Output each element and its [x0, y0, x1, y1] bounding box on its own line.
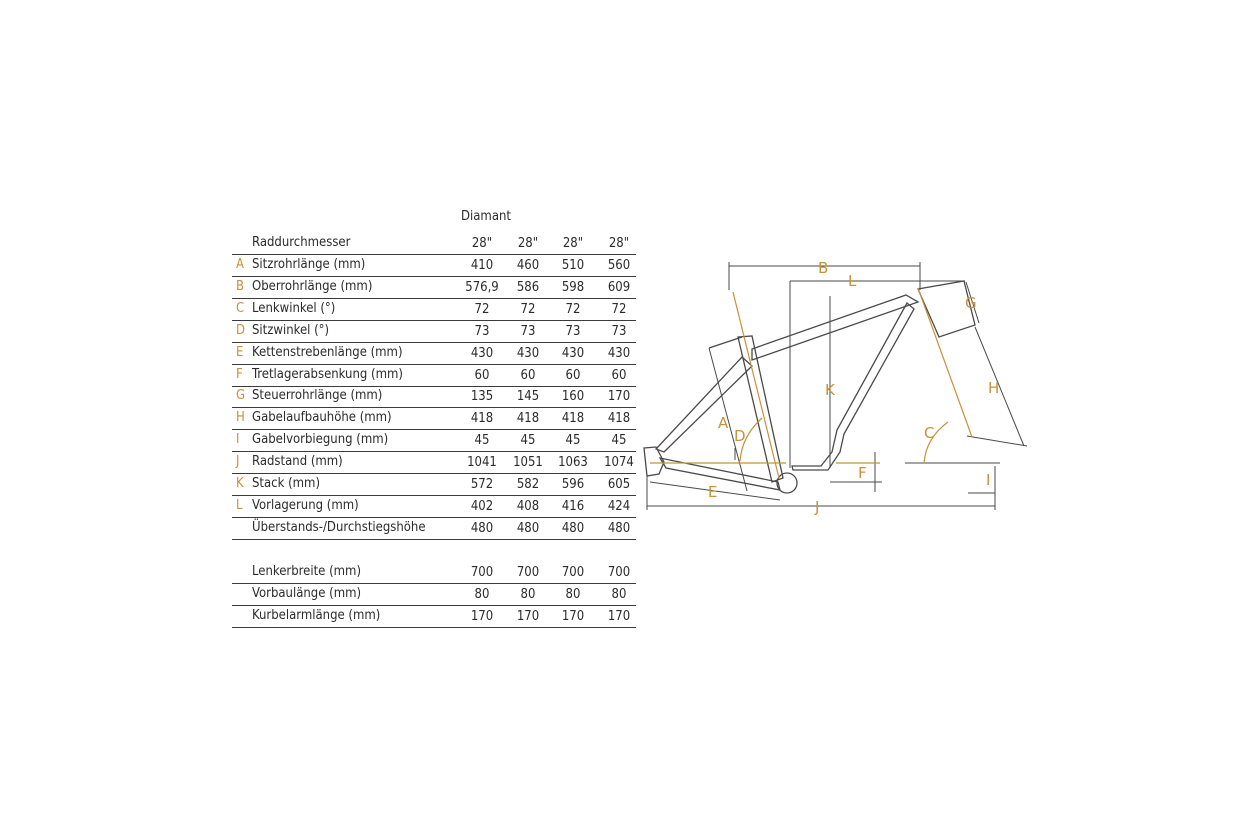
row-label: Steuerrohrlänge (mm)	[252, 388, 383, 404]
label-k: K	[825, 381, 835, 399]
row-value: 170	[561, 608, 585, 624]
row-label: Kettenstrebenlänge (mm)	[252, 344, 403, 360]
row-value: 1074	[604, 455, 634, 471]
row-value: 45	[565, 433, 581, 449]
row-value: 72	[565, 301, 581, 317]
row-letter: C	[236, 300, 245, 316]
label-j: J	[815, 498, 820, 516]
row-label: Lenkwinkel (°)	[252, 300, 336, 316]
row-label: Radstand (mm)	[252, 454, 343, 470]
row-value: 605	[607, 477, 631, 492]
row-value: 408	[516, 498, 540, 514]
row-value: 1041	[467, 455, 497, 471]
row-value: 598	[561, 279, 585, 295]
frame-type-title: Diamant	[461, 209, 511, 224]
row-value: 60	[565, 367, 581, 383]
row-label: Sitzrohrlänge (mm)	[252, 257, 366, 272]
row-label: Gabelaufbauhöhe (mm)	[252, 410, 392, 426]
size-header: 28"	[471, 236, 493, 251]
row-value: 480	[607, 520, 631, 536]
row-value: 73	[520, 323, 536, 339]
row-label: Gabelvorbiegung (mm)	[252, 432, 389, 448]
row-value: 73	[611, 323, 627, 339]
label-h: H	[988, 379, 1000, 397]
row-value: 73	[565, 323, 581, 339]
row-value: 424	[607, 498, 631, 514]
row-label: Tretlagerabsenkung (mm)	[252, 366, 403, 382]
row-value: 480	[516, 520, 540, 536]
row-letter: K	[236, 476, 244, 491]
size-header: 28"	[517, 236, 539, 251]
bike-frame	[644, 281, 975, 493]
row-label: Oberrohrlänge (mm)	[252, 278, 373, 294]
row-value: 135	[470, 389, 494, 405]
row-value: 700	[561, 564, 585, 580]
row-value: 609	[607, 279, 631, 295]
row-value: 418	[561, 411, 585, 427]
row-value: 510	[561, 258, 585, 273]
row-value: 596	[561, 477, 585, 492]
dimension-labels	[708, 259, 999, 516]
row-value: 480	[470, 520, 494, 536]
dim-tick	[967, 436, 1027, 446]
label-a: A	[718, 414, 729, 432]
row-letter: G	[236, 388, 246, 404]
seat-top-line	[709, 337, 742, 348]
row-value: 45	[474, 433, 490, 449]
row-label: Vorbaulänge (mm)	[252, 585, 362, 601]
row-value: 1051	[513, 455, 543, 471]
seat-tube-axis	[733, 292, 779, 478]
row-value: 145	[516, 389, 540, 405]
row-letter: D	[236, 322, 246, 338]
row-value: 430	[607, 345, 631, 361]
row-value: 418	[516, 411, 540, 427]
row-label: Stack (mm)	[252, 476, 321, 491]
row-label: Überstands-/Durchstiegshöhe	[252, 519, 426, 535]
row-value: 586	[516, 279, 540, 295]
row-value: 80	[565, 586, 581, 602]
row-value: 572	[470, 477, 494, 492]
row-letter: A	[236, 257, 244, 272]
row-value: 60	[611, 367, 627, 383]
row-label: Vorlagerung (mm)	[252, 497, 359, 513]
row-letter: H	[236, 410, 245, 426]
row-value: 582	[516, 477, 540, 492]
row-letter: F	[236, 366, 243, 382]
label-l: L	[848, 272, 857, 290]
label-b: B	[818, 259, 829, 277]
row-value: 80	[611, 586, 627, 602]
row-value: 418	[470, 411, 494, 427]
row-value: 160	[561, 389, 585, 405]
row-value: 576,9	[465, 279, 499, 295]
row-letter: L	[236, 497, 243, 513]
row-label: Kurbelarmlänge (mm)	[252, 607, 381, 623]
label-e: E	[708, 483, 718, 501]
row-value: 80	[520, 586, 536, 602]
row-value: 416	[561, 498, 585, 514]
row-value: 170	[607, 389, 631, 405]
steerer-axis	[918, 288, 972, 437]
row-letter: J	[236, 454, 240, 470]
row-value: 430	[561, 345, 585, 361]
row-value: 72	[611, 301, 627, 317]
row-value: 60	[474, 367, 490, 383]
label-i: I	[986, 471, 991, 489]
row-letter: B	[236, 278, 245, 294]
label-c: C	[924, 424, 935, 442]
dim-line-h	[975, 327, 1024, 446]
row-letter: E	[236, 344, 244, 360]
header-label: Raddurchmesser	[252, 235, 351, 250]
row-value: 430	[470, 345, 494, 361]
row-value: 1063	[558, 455, 588, 471]
label-f: F	[858, 464, 867, 482]
row-label: Lenkerbreite (mm)	[252, 563, 362, 579]
row-value: 72	[474, 301, 490, 317]
row-label: Sitzwinkel (°)	[252, 322, 330, 338]
row-value: 700	[470, 564, 494, 580]
size-header: 28"	[562, 236, 584, 251]
row-value: 430	[516, 345, 540, 361]
row-value: 460	[516, 258, 540, 273]
row-value: 170	[470, 608, 494, 624]
accent-lines	[650, 288, 972, 478]
row-value: 60	[520, 367, 536, 383]
row-letter: I	[236, 432, 240, 448]
row-value: 480	[561, 520, 585, 536]
row-value: 700	[607, 564, 631, 580]
label-d: D	[734, 427, 746, 445]
row-value: 410	[470, 258, 494, 273]
size-header: 28"	[608, 236, 630, 251]
row-value: 560	[607, 258, 631, 273]
label-g: G	[965, 294, 977, 312]
bottom-bracket	[777, 473, 797, 493]
row-value: 45	[611, 433, 627, 449]
row-value: 170	[607, 608, 631, 624]
row-value: 700	[516, 564, 540, 580]
row-value: 402	[470, 498, 494, 514]
seat-tube	[738, 336, 783, 482]
row-value: 170	[516, 608, 540, 624]
row-value: 72	[520, 301, 536, 317]
row-value: 80	[474, 586, 490, 602]
row-value: 45	[520, 433, 536, 449]
row-value: 418	[607, 411, 631, 427]
row-value: 73	[474, 323, 490, 339]
